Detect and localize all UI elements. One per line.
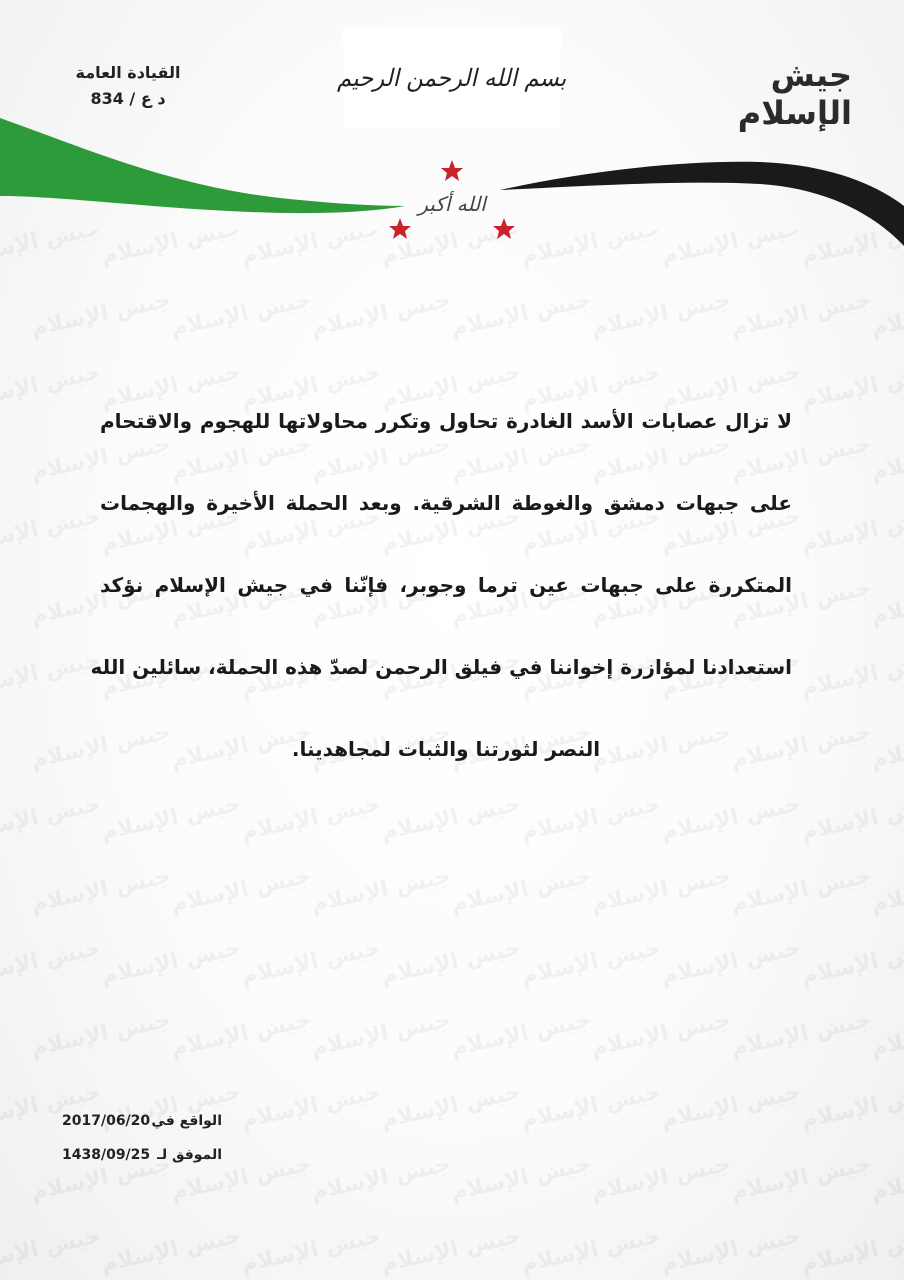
reference-number: د ع / 834 [90, 89, 166, 108]
watermark-logo [309, 864, 453, 918]
watermark-logo [729, 864, 873, 918]
watermark-logo [0, 504, 103, 558]
watermark-logo [589, 1152, 733, 1206]
watermark-logo [239, 792, 383, 846]
watermark-logo [589, 288, 733, 342]
watermark-logo [99, 1224, 243, 1278]
watermark-logo [659, 792, 803, 846]
watermark-logo [799, 648, 904, 702]
statement-line: لا تزال عصابات الأسد الغادرة تحاول وتكرر محاولاتها للهجوم والاقتحام [100, 409, 792, 433]
watermark-logo [449, 288, 593, 342]
star-left [389, 218, 411, 239]
watermark-logo [0, 1224, 103, 1278]
watermark-logo [29, 288, 173, 342]
watermark-logo [239, 1224, 383, 1278]
watermark-logo [239, 1080, 383, 1134]
watermark-logo [449, 1152, 593, 1206]
star-right [493, 218, 515, 239]
basmala-calligraphy: بسم الله الرحمن الرحيم [337, 64, 567, 92]
watermark-logo [239, 936, 383, 990]
watermark-logo [99, 936, 243, 990]
watermark-logo [729, 1008, 873, 1062]
watermark-logo [869, 288, 904, 342]
watermark-logo [99, 792, 243, 846]
watermark-logo [309, 1152, 453, 1206]
watermark-logo [869, 720, 904, 774]
watermark-logo [659, 936, 803, 990]
statement-line: النصر لثورتنا والثبات لمجاهدينا. [291, 737, 601, 761]
watermark-logo [0, 936, 103, 990]
takbir-calligraphy: الله أكبر [418, 192, 486, 216]
jaysh-al-islam-logo: جيش الإسلام [737, 56, 852, 132]
watermark-logo [379, 1224, 523, 1278]
watermark-logo [869, 576, 904, 630]
watermark-logo [729, 1152, 873, 1206]
watermark-logo [869, 1008, 904, 1062]
statement-body [90, 380, 792, 790]
basmala-box [337, 28, 567, 128]
watermark-logo [589, 1008, 733, 1062]
watermark-logo [519, 1080, 663, 1134]
watermark-logo [379, 936, 523, 990]
watermark-logo [0, 360, 103, 414]
watermark-logo [729, 288, 873, 342]
watermark-logo [659, 1224, 803, 1278]
watermark-logo [379, 1080, 523, 1134]
hijri-date-value: 1438/09/25 [62, 1147, 151, 1163]
watermark-logo [449, 864, 593, 918]
watermark-logo [169, 288, 313, 342]
watermark-logo [869, 432, 904, 486]
watermark-logo [799, 792, 904, 846]
issuer-title: القيادة العامة [75, 63, 181, 82]
date-block [62, 1104, 222, 1172]
watermark-logo [0, 792, 103, 846]
statement-line: على جبهات دمشق والغوطة الشرقية. وبعد الحملة الأخيرة والهجمات [100, 491, 792, 515]
gregorian-date-label: الواقع في [151, 1113, 222, 1129]
gregorian-date-value: 2017/06/20 [62, 1113, 151, 1129]
watermark-logo [519, 792, 663, 846]
watermark-logo [309, 288, 453, 342]
watermark-logo [799, 504, 904, 558]
watermark-logo [29, 864, 173, 918]
gregorian-date-line [62, 1104, 222, 1138]
watermark-logo [449, 1008, 593, 1062]
watermark-logo [0, 648, 103, 702]
hijri-date-label: الموفق لـ [157, 1147, 222, 1163]
green-swoosh [0, 118, 405, 213]
star-top [441, 160, 463, 181]
watermark-logo [799, 1080, 904, 1134]
statement-line: استعدادنا لمؤازرة إخواننا في فيلق الرحمن لصدّ هذه الحملة، سائلين الله [90, 655, 792, 679]
watermark-logo [29, 1008, 173, 1062]
statement-line: المتكررة على جبهات عين ترما وجوبر، فإنّنا في جيش الإسلام نؤكد [100, 573, 792, 597]
watermark-logo [799, 936, 904, 990]
watermark-logo [589, 864, 733, 918]
watermark-logo [659, 1080, 803, 1134]
reference-block [58, 60, 198, 112]
watermark-logo [519, 936, 663, 990]
watermark-logo [379, 792, 523, 846]
watermark-logo [169, 864, 313, 918]
watermark-logo [519, 1224, 663, 1278]
watermark-logo [799, 1224, 904, 1278]
watermark-logo [799, 360, 904, 414]
black-swoosh [500, 162, 904, 246]
watermark-logo [869, 1152, 904, 1206]
watermark-logo [169, 1008, 313, 1062]
hijri-date-line [62, 1138, 222, 1172]
watermark-logo [309, 1008, 453, 1062]
watermark-logo [869, 864, 904, 918]
